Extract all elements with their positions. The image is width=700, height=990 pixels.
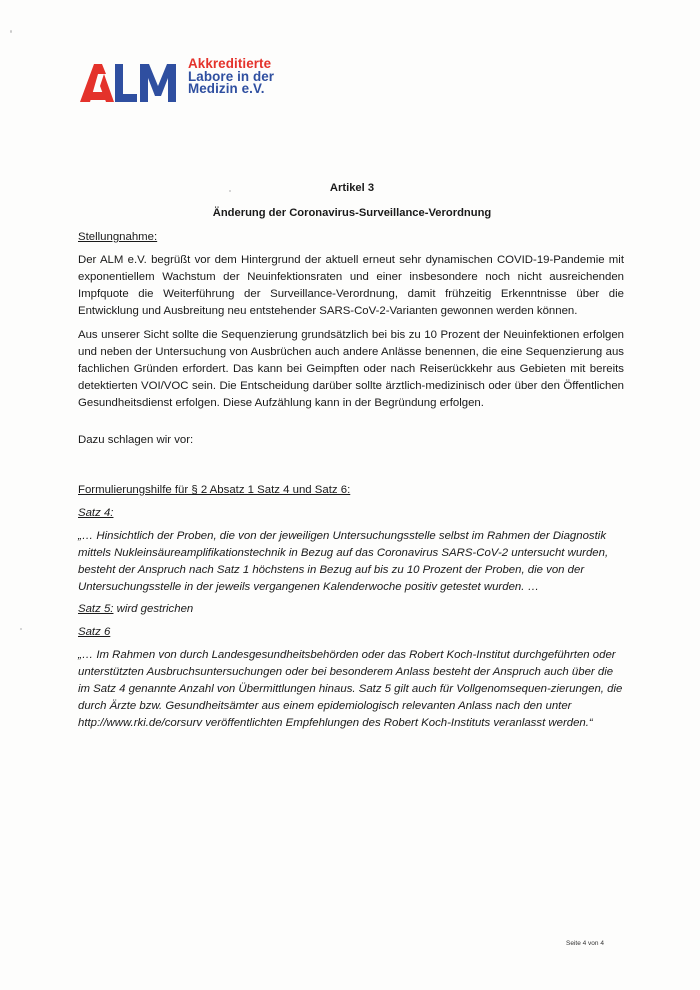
- stellungnahme-label: Stellungnahme:: [78, 231, 158, 243]
- scan-speck: [10, 30, 12, 33]
- scan-speck: [229, 190, 231, 192]
- satz6-label: Satz 6: [78, 626, 111, 638]
- logo-wordmark: [188, 58, 274, 96]
- satz5-label: Satz 5:: [78, 603, 114, 615]
- paragraph-3: Dazu schlagen wir vor:: [78, 434, 194, 446]
- satz5-line: [78, 601, 624, 618]
- scan-speck: [20, 628, 22, 630]
- paragraph-2: Aus unserer Sicht sollte die Sequenzierung grundsätzlich bei bis zu 10 Prozent der Neuinfektionen erfolgen und neben der Untersuchung von Ausbrüchen auch andere Anlässe benennen, die eine Sequenzierung aus fachlichen Gründen erfordert. Das kann bei Geimpften oder nach Reiserückkehr aus Gebieten mit bereits detektierten VOI/VOC sein. Die Entscheidung darüber sollte ärztlich-medizinisch oder über den Öffentlichen Gesundheitsdienst erfolgen. Diese Aufzählung kann in der Begründung erfolgen.: [78, 329, 624, 409]
- formulierung-heading: Formulierungshilfe für § 2 Absatz 1 Satz 4 und Satz 6:: [78, 484, 351, 496]
- paragraph-1: Der ALM e.V. begrüßt vor dem Hintergrund der aktuell erneut sehr dynamischen COVID-19-Pandemie mit exponentiellem Wachstum der Neuinfektionsraten und einer insbesondere noch nicht ausreichenden Impfquote die Weiterführung der Surveillance-Verordnung, damit frühzeitig Erkenntnisse über die Entwicklung und Ausbreitung neu entstehender SARS-CoV-2-Varianten gewonnen werden können.: [78, 254, 624, 317]
- satz5-text: wird gestrichen: [113, 603, 194, 615]
- page-number: Seite 4 von 4: [566, 940, 604, 947]
- article-subtitle: Änderung der Coronavirus-Surveillance-Verordnung: [212, 207, 492, 219]
- logo-line-3: Medizin e.V.: [188, 81, 265, 97]
- logo-line-1: Akkreditierte: [188, 56, 272, 71]
- article-heading: Artikel 3: [329, 182, 375, 194]
- logo-line-2: Labore in der: [188, 68, 275, 84]
- satz4-text: „… Hinsichtlich der Proben, die von der jeweiligen Untersuchungsstelle selbst im Rahmen der Diagnostik mittels Nukleinsäureamplifikationstechnik in Bezug auf das Coronavirus SARS-CoV-2 untersucht wurden, besteht der Anspruch nach Satz 1 höchstens in Bezug auf bis zu 10 Prozent der Proben, die von der Untersuchungsstelle in der jeweils vergangenen Kalenderwoche positiv getestet wurden. …: [78, 530, 609, 593]
- satz4-label: Satz 4:: [78, 507, 114, 519]
- alm-logo: [78, 56, 275, 106]
- satz6-text: „… Im Rahmen von durch Landesgesundheitsbehörden oder das Robert Koch-Institut durchgeführten oder unterstützten Ausbruchsuntersuchungen oder bei besonderem Anlass besteht der Anspruch auch über die im Satz 4 genannte Anzahl von Übermittlungen hinaus. Satz 5 gilt auch für Vollgenomsequen-zierungen, die durch Ärzte bzw. Gesundheitsämter aus einem epidemiologisch relevanten Anlass nach den unter http://www.rki.de/corsurv veröffentlichten Empfehlungen des Robert Koch-Instituts veranlasst werden.“: [78, 649, 623, 729]
- alm-logo-mark: [78, 62, 182, 104]
